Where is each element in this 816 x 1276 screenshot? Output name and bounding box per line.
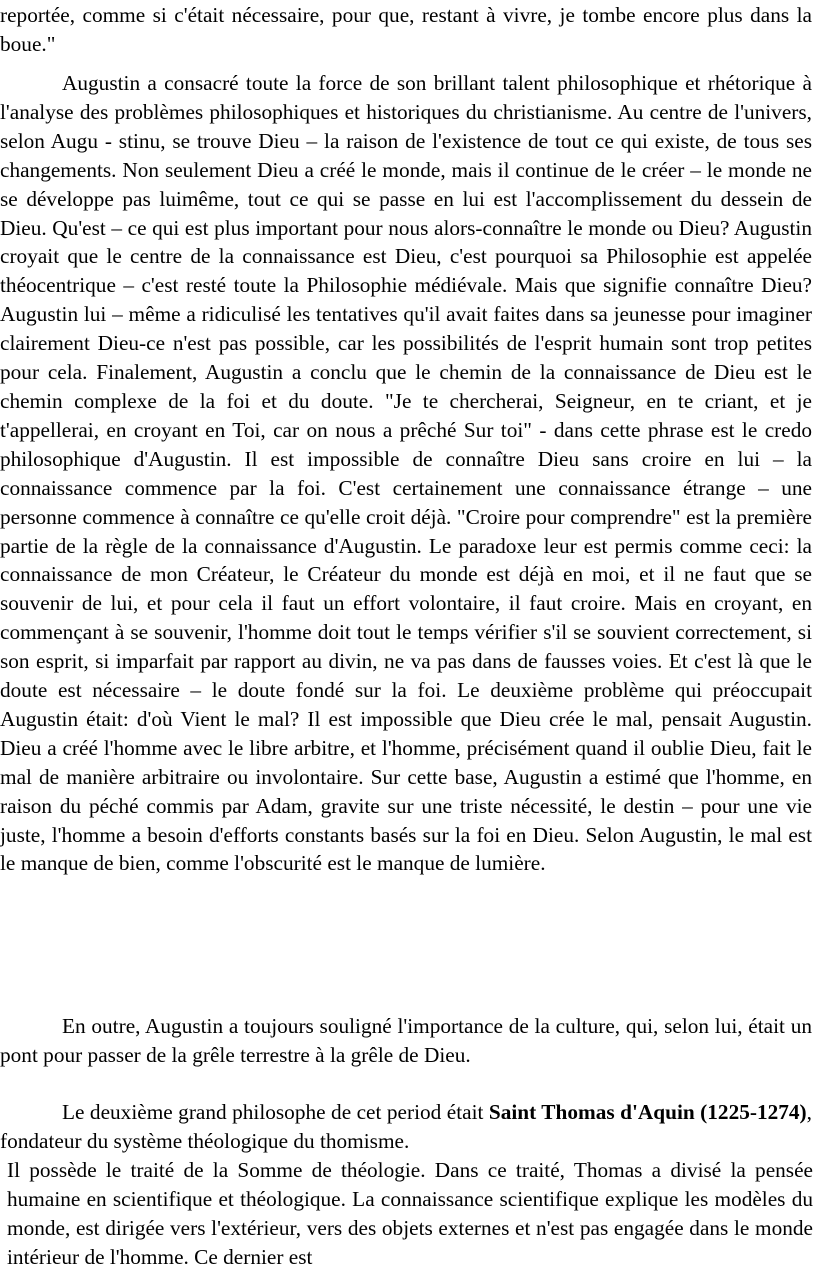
paragraph-somme-theologie: Il possède le traité de la Somme de théologie. Dans ce traité, Thomas a divisé la pensée humaine en scientifique et théologique. La connaissance scientifique explique les modèles du monde, est dirigée vers l'extérieur, vers des objets externes et n'est pas engagée dans le monde intérieur de l'homme. Ce dernier est	[7, 1158, 813, 1269]
paragraph-continuation: reportée, comme si c'était nécessaire, pour que, restant à vivre, je tombe encore plus dans la boue."	[0, 3, 812, 56]
thomas-name-bold: Saint Thomas d'Aquin (1225-1274)	[488, 1100, 807, 1124]
paragraph-thomas-intro	[0, 1098, 812, 1156]
paragraph-augustin-theology: Augustin a consacré toute la force de son brillant talent philosophique et rhétorique à l'analyse des problèmes philosophiques et historiques du christianisme. Au centre de l'univers, selon Augu - stinu, se trouve Dieu – la raison de l'existence de tout ce qui existe, de tous ses changements. Non seulement Dieu a créé le monde, mais il continue de le créer – le monde ne se développe pas luimême, tout ce qui se passe en lui est l'accomplissement du dessein de Dieu. Qu'est – ce qui est plus important pour nous alors-connaître le monde ou Dieu? Augustin croyait que le centre de la connaissance est Dieu, c'est pourquoi sa Philosophie est appelée théocentrique – c'est resté toute la Philosophie médiévale. Mais que signifie connaître Dieu? Augustin lui – même a ridiculisé les tentatives qu'il avait faites dans sa jeunesse pour imaginer clairement Dieu-ce n'est pas possible, car les possibilités de l'esprit humain sont trop petites pour cela. Finalement, Augustin a conclu que le chemin de la connaissance de Dieu est le chemin complexe de la foi et du doute. "Je te chercherai, Seigneur, en te criant, et je t'appellerai, en croyant en Toi, car on nous a prêché Sur toi" - dans cette phrase est le credo philosophique d'Augustin. Il est impossible de connaître Dieu sans croire en lui – la connaissance commence par la foi. C'est certainement une connaissance étrange – une personne commence à connaître ce qu'elle croit déjà. "Croire pour comprendre" est la première partie de la règle de la connaissance d'Augustin. Le paradoxe leur est permis comme ceci: la connaissance de mon Créateur, le Créateur du monde est déjà en moi, et il ne faut que se souvenir de lui, et pour cela il faut un effort volontaire, il faut croire. Mais en croyant, en commençant à se souvenir, l'homme doit tout le temps vérifier s'il se souvient correctement, si son esprit, si imparfait par rapport au divin, ne va pas dans de fausses voies. Et c'est là que le doute est nécessaire – le doute fondé sur la foi. Le deuxième problème qui préoccupait Augustin était: d'où Vient le mal? Il est impossible que Dieu crée le mal, pensait Augustin. Dieu a créé l'homme avec le libre arbitre, et l'homme, précisément quand il oublie Dieu, fait le mal de manière arbitraire ou involontaire. Sur cette base, Augustin a estimé que l'homme, en raison du péché commis par Adam, gravite sur une triste nécessité, le destin – pour une vie juste, l'homme a besoin d'efforts constants basés sur la foi en Dieu. Selon Augustin, le mal est le manque de bien, comme l'obscurité est le manque de lumière.	[0, 71, 812, 876]
thomas-intro-text: Le deuxième grand philosophe de cet period était	[62, 1100, 489, 1124]
paragraph-augustin-culture: En outre, Augustin a toujours souligné l'importance de la culture, qui, selon lui, était un pont pour passer de la grêle terrestre à la grêle de Dieu.	[0, 1014, 812, 1067]
thomas-intro-rest: , fondateur du système théologique du thomisme.	[0, 1100, 812, 1153]
